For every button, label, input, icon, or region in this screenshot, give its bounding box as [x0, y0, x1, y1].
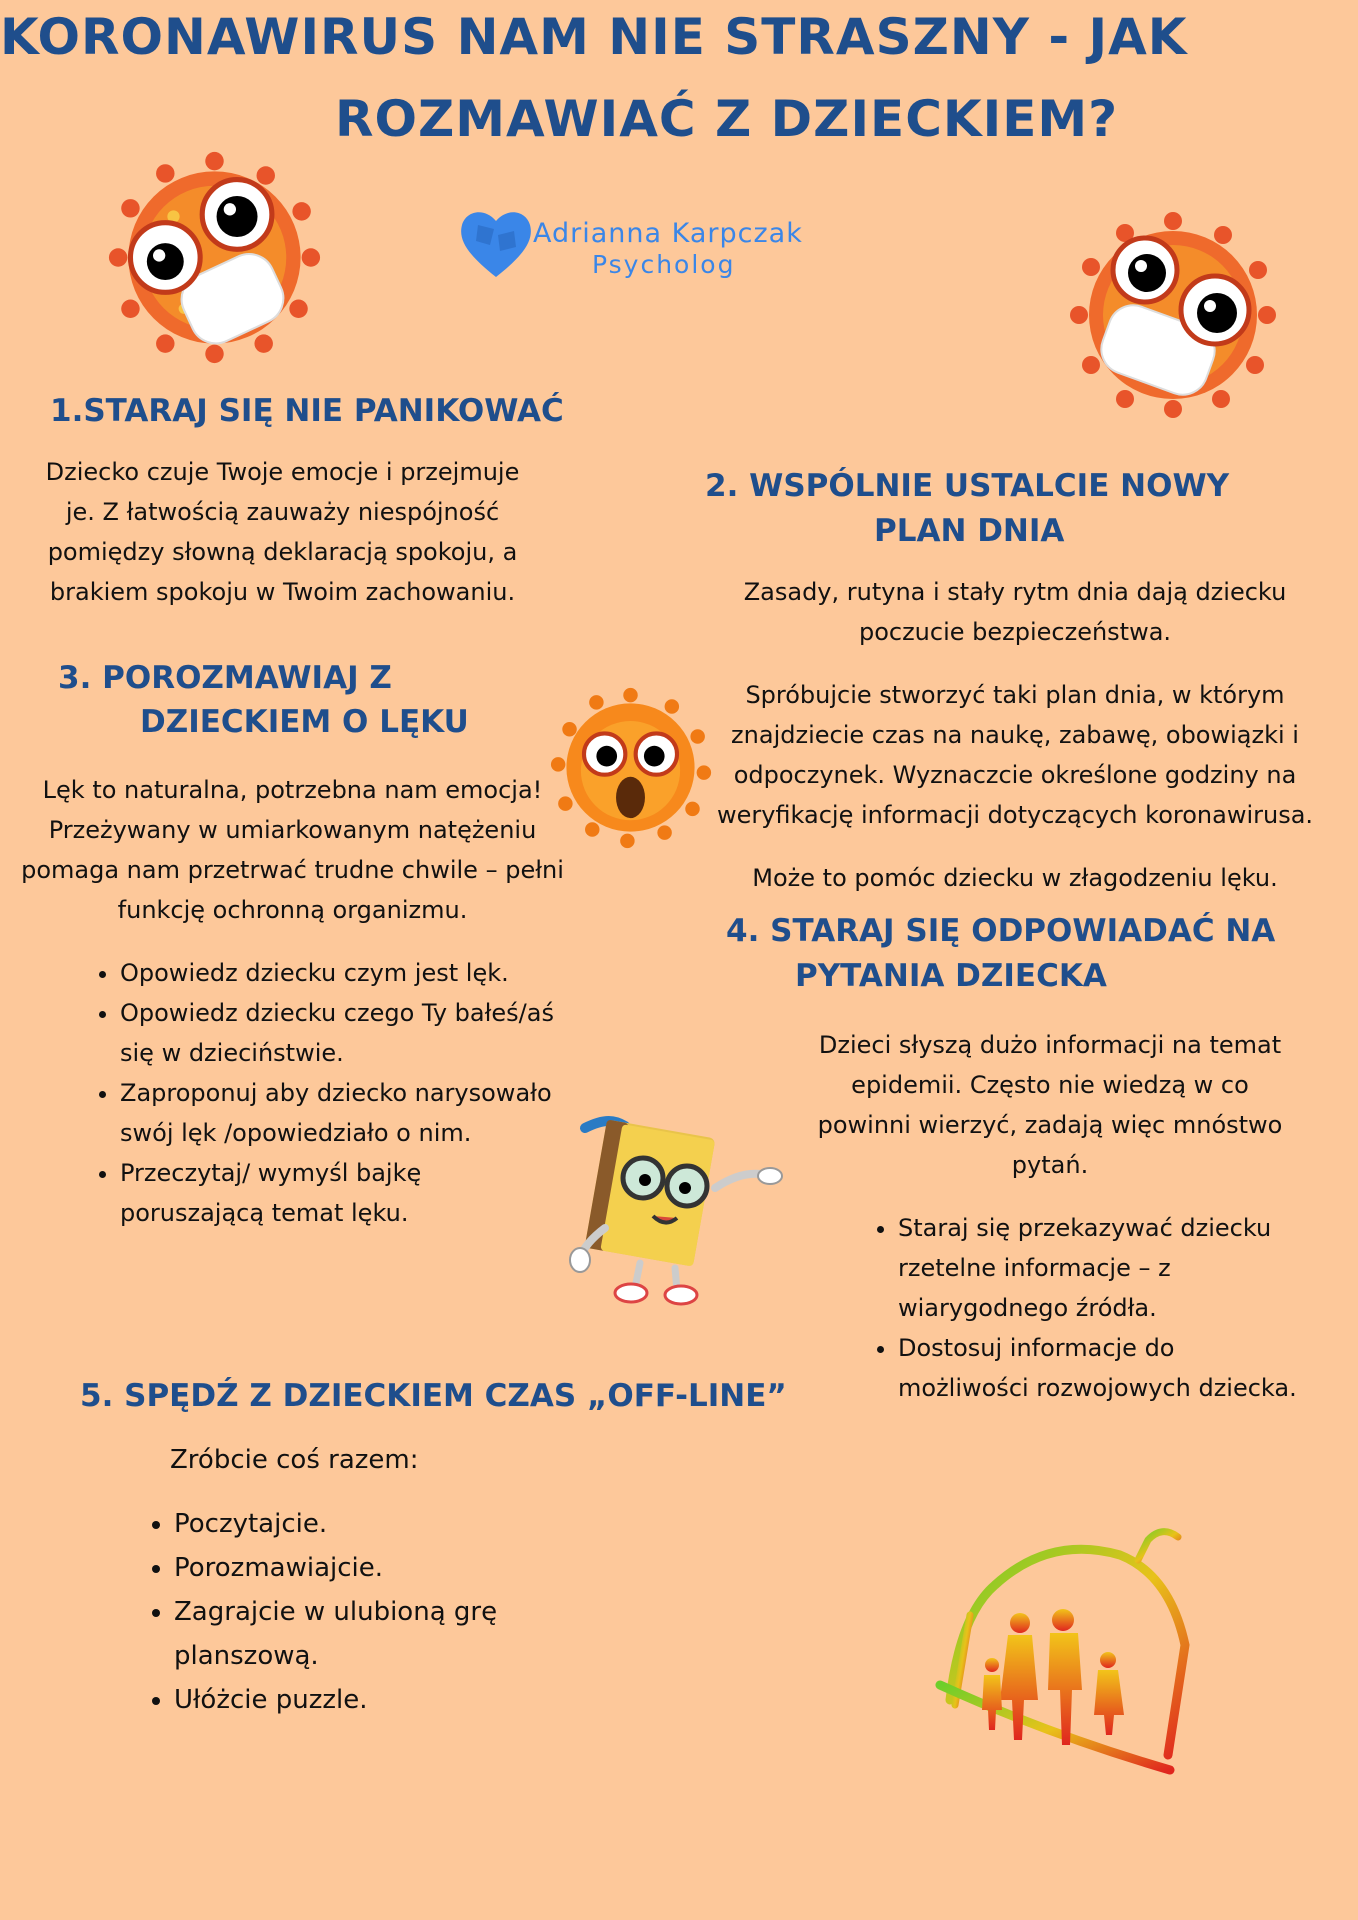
heart-puzzle-logo-icon — [458, 205, 534, 281]
section1-heading: 1.STARAJ SIĘ NIE PANIKOWAĆ — [50, 393, 564, 429]
list-item: • Dostosuj informacje do możliwości rozwojowych dziecka. — [898, 1328, 1358, 1408]
section3-heading-line-1: 3. POROZMAWIAJ Z — [58, 660, 392, 696]
list-item: • Opowiedz dziecku czym jest lęk. — [120, 953, 600, 993]
section4-heading-line-2: PYTANIA DZIECKA — [795, 958, 1107, 994]
list-item: • Staraj się przekazywać dziecku rzetelne informacje – z wiarygodnego źródła. — [898, 1208, 1358, 1328]
section3-line: Przeżywany w umiarkowanym natężeniu — [48, 816, 537, 844]
logo-role: Psycholog — [592, 250, 736, 279]
section4-line: pytań. — [1011, 1151, 1089, 1179]
section1-line: brakiem spokoju w Twoim zachowaniu. — [49, 578, 516, 606]
section2-line: odpoczynek. Wyznaczcie określone godziny na — [733, 761, 1297, 789]
section2-paragraph-3: Może to pomóc dziecku w złagodzeniu lęku. — [752, 864, 1278, 892]
section1-text — [20, 452, 545, 612]
section3-text — [20, 770, 565, 930]
scared-virus-icon — [553, 690, 708, 845]
title-line-1: KORONAWIRUS NAM NIE STRASZNY - JAK — [0, 8, 1188, 66]
list-item: • Porozmawiajcie. — [174, 1546, 634, 1590]
virus-mask-icon-right — [1073, 215, 1273, 415]
section1-line: je. Z łatwością zauważy niespójność — [65, 498, 500, 526]
section3-line: pomaga nam przetrwać trudne chwile – pełni — [21, 856, 564, 884]
list-item: • Zagrajcie w ulubioną grę planszową. — [174, 1590, 634, 1678]
section2-paragraph-1 — [715, 572, 1315, 652]
section1-line: Dziecko czuje Twoje emocje i przejmuje — [45, 458, 520, 486]
section5-intro: Zróbcie coś razem: — [170, 1445, 419, 1475]
section2-line: poczucie bezpieczeństwa. — [858, 618, 1172, 646]
section2-heading-line-2: PLAN DNIA — [874, 513, 1065, 549]
logo-name: Adrianna Karpczak — [533, 218, 803, 249]
section3-line: Lęk to naturalna, potrzebna nam emocja! — [42, 776, 543, 804]
family-house-icon — [900, 1525, 1220, 1775]
section4-text — [800, 1025, 1300, 1185]
title-line-2: ROZMAWIAĆ Z DZIECKIEM? — [335, 90, 1119, 148]
section4-line: powinni wierzyć, zadają więc mnóstwo — [817, 1111, 1283, 1139]
section5-heading: 5. SPĘDŹ Z DZIECKIEM CZAS „OFF-LINE” — [80, 1378, 787, 1414]
section3-line: funkcję ochronną organizmu. — [117, 896, 468, 924]
list-item: • Przeczytaj/ wymyśl bajkę poruszającą temat lęku. — [120, 1153, 600, 1233]
list-item: • Zaproponuj aby dziecko narysowało swój lęk /opowiedziało o nim. — [120, 1073, 600, 1153]
section2-line: Zasady, rutyna i stały rytm dnia dają dziecku — [743, 578, 1287, 606]
section1-line: pomiędzy słowną deklaracją spokoju, a — [47, 538, 518, 566]
list-item: • Opowiedz dziecku czego Ty bałeś/aś się w dzieciństwie. — [120, 993, 600, 1073]
list-item: • Ułóżcie puzzle. — [174, 1678, 634, 1722]
section4-line: Dzieci słyszą dużo informacji na temat — [818, 1031, 1282, 1059]
section2-line: Spróbujcie stworzyć taki plan dnia, w którym — [745, 681, 1285, 709]
virus-mask-icon — [112, 155, 317, 360]
book-character-icon — [565, 1108, 785, 1308]
section2-paragraph-2 — [715, 675, 1315, 835]
section4-heading-line-1: 4. STARAJ SIĘ ODPOWIADAĆ NA — [726, 913, 1276, 949]
section2-heading-line-1: 2. WSPÓLNIE USTALCIE NOWY — [705, 468, 1230, 504]
section4-bullets — [858, 1208, 1358, 1408]
section4-line: epidemii. Często nie wiedzą w co — [851, 1071, 1249, 1099]
list-item: • Poczytajcie. — [174, 1502, 634, 1546]
section3-bullets — [80, 953, 600, 1233]
section2-line: weryfikację informacji dotyczących koronawirusa. — [716, 801, 1314, 829]
section3-heading-line-2: DZIECKIEM O LĘKU — [140, 704, 469, 740]
section2-line: znajdziecie czas na naukę, zabawę, obowiązki i — [731, 721, 1299, 749]
section5-bullets — [134, 1502, 634, 1722]
